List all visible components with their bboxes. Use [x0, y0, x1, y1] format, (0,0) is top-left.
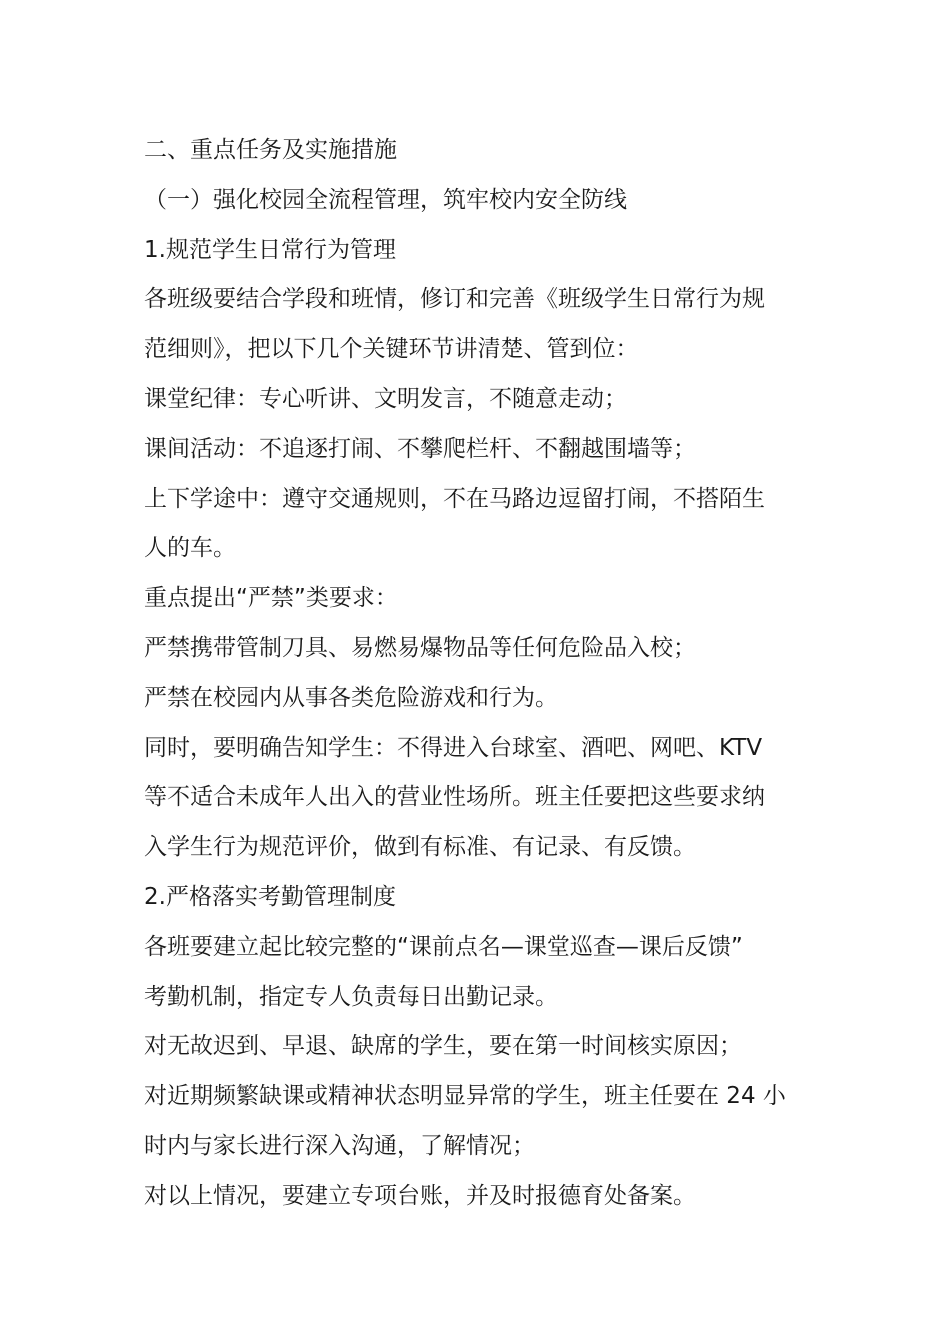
item-heading-2: 2.严格落实考勤管理制度 [144, 883, 396, 910]
paragraph-line: 课间活动：不追逐打闹、不攀爬栏杆、不翻越围墙等； [144, 435, 696, 462]
paragraph-line: 时内与家长进行深入沟通，了解情况； [144, 1132, 535, 1159]
paragraph-line: 范细则》，把以下几个关键环节讲清楚、管到位： [144, 336, 639, 363]
item-heading-1: 1.规范学生日常行为管理 [144, 236, 396, 263]
paragraph-line: 对近期频繁缺课或精神状态明显异常的学生，班主任要在 24 小 [144, 1083, 786, 1110]
paragraph-line: 各班要建立起比较完整的“课前点名—课堂巡查—课后反馈” [144, 933, 743, 960]
paragraph-line: 严禁在校园内从事各类危险游戏和行为。 [144, 684, 558, 711]
paragraph-line: 等不适合未成年人出入的营业性场所。班主任要把这些要求纳 [144, 784, 765, 811]
paragraph-line: 对以上情况，要建立专项台账，并及时报德育处备案。 [144, 1182, 696, 1209]
paragraph-line: 同时，要明确告知学生：不得进入台球室、酒吧、网吧、KTV [144, 734, 763, 761]
paragraph-line: 各班级要结合学段和班情，修订和完善《班级学生日常行为规 [144, 286, 765, 313]
section-heading: 二、重点任务及实施措施 [144, 137, 397, 163]
paragraph-line: 考勤机制，指定专人负责每日出勤记录。 [144, 983, 558, 1010]
paragraph-line: 课堂纪律：专心听讲、文明发言，不随意走动； [144, 385, 627, 412]
paragraph-line: 上下学途中：遵守交通规则，不在马路边逗留打闹，不搭陌生 [144, 485, 765, 512]
paragraph-line: 人的车。 [144, 535, 236, 562]
document-body [144, 126, 814, 1222]
paragraph-line: 严禁携带管制刀具、易燃易爆物品等任何危险品入校； [144, 634, 696, 661]
paragraph-line: 重点提出“严禁”类要求： [144, 585, 398, 612]
paragraph-line: 入学生行为规范评价，做到有标准、有记录、有反馈。 [144, 834, 696, 861]
paragraph-line: 对无故迟到、早退、缺席的学生，要在第一时间核实原因； [144, 1033, 742, 1060]
subsection-heading: （一）强化校园全流程管理，筑牢校内安全防线 [144, 186, 627, 213]
